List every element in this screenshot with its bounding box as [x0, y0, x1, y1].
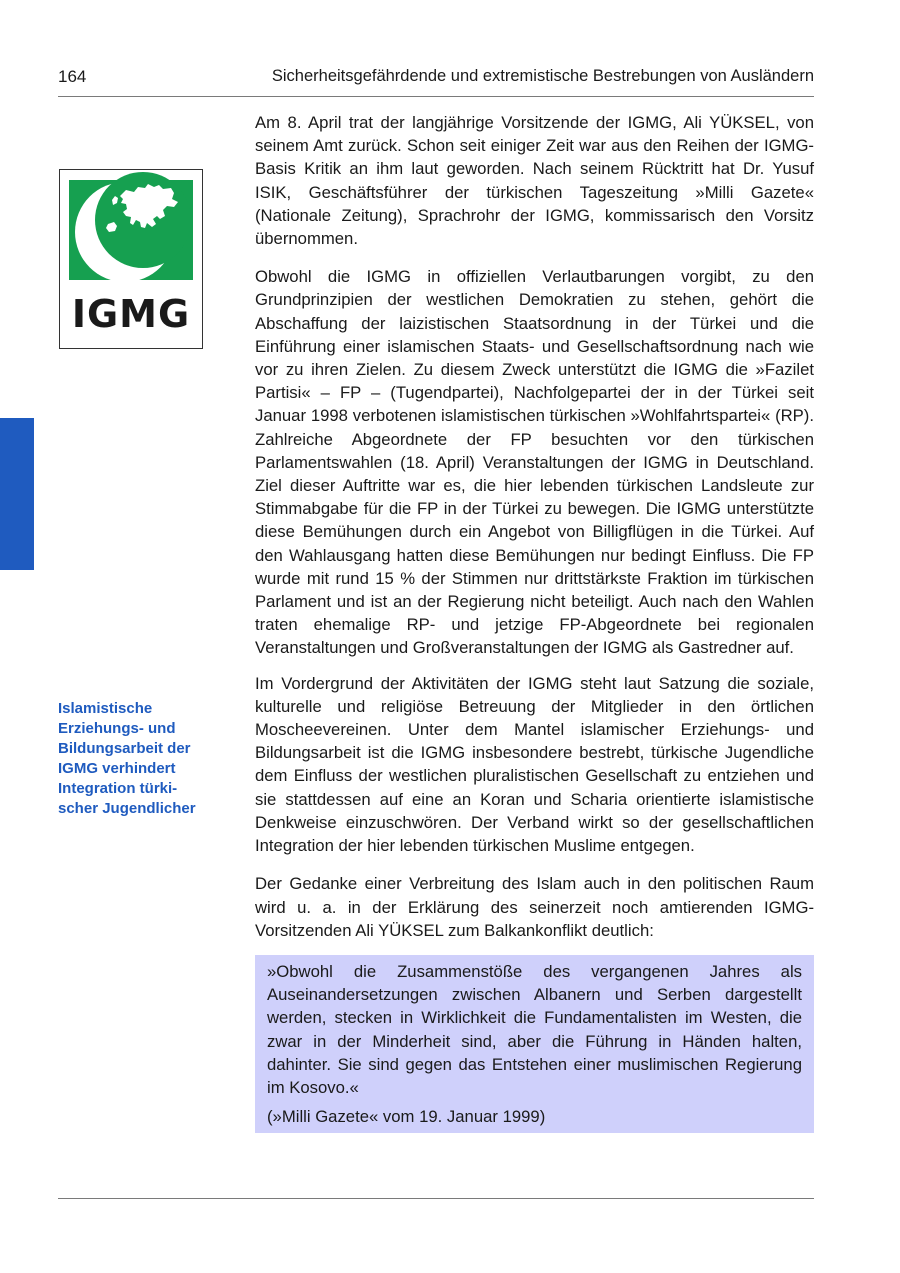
margin-note-line: IGMG verhindert	[58, 760, 176, 777]
margin-note-line: Islamistische	[58, 700, 153, 717]
main-text-column	[255, 111, 814, 1133]
chapter-side-tab	[0, 418, 34, 570]
header-rule	[58, 96, 814, 97]
igmg-logo-graphic	[60, 170, 202, 348]
margin-note-line: scher Jugendlicher	[58, 800, 196, 817]
footer-rule	[58, 1198, 814, 1199]
logo-wordmark: IGMG	[71, 292, 191, 336]
paragraph-balkan-intro: Der Gedanke einer Verbreitung des Islam auch in den politischen Raum wird u. a. in der Erklärung des seinerzeit noch amtierenden IGMG-Vorsitzenden Ali YÜKSEL zum Balkankonflikt deutlich:	[255, 874, 814, 940]
paragraph-education: Im Vordergrund der Aktivitäten der IGMG steht laut Satzung die soziale, kulturelle und religiöse Betreuung der Mitglieder in den örtlichen Moscheevereinen. Unter dem Mantel islamischer Erziehungs- und Bildungsarbeit ist die IGMG insbesondere bestrebt, türkische Jugendliche dem Einfluss der westlichen pluralistischen Gesellschaft zu entziehen und sie stattdessen auf eine an Koran und Scharia orientierte islamistische Denkweise einzuschwören. Der Verband wirkt so der gesellschaftlichen Integration der hier lebenden türkischen Muslime entgegen.	[255, 673, 814, 856]
margin-note	[58, 699, 238, 819]
quote-text: »Obwohl die Zusammenstöße des vergangenen Jahres als Auseinandersetzungen zwischen Albanern und Serben dargestellt werden, stecken in Wirklichkeit die Fundamentalisten im Westen, die zwar in der Minderheit sind, aber die Führung in Händen halten, dahinter. Sie sind gegen das Entstehen einer muslimischen Regierung im Kosovo.«	[267, 961, 802, 1097]
paragraph-political-goals: Obwohl die IGMG in offiziellen Verlautbarungen vorgibt, zu den Grundprinzipien der westlichen Demokratien zu stehen, gehört die Abschaffung der laizistischen Staatsordnung in der Türkei und die Einführung einer islamischen Staats- und Gesellschaftsordnung nach wie vor zu ihren Zielen. Zu diesem Zweck unterstützt die IGMG die »Fazilet Partisi« – FP – (Tugendpartei), Nachfolgepartei der in der Türkei seit Januar 1998 verbotenen islamistischen türkischen »Wohlfahrtspartei« (RP). Zahlreiche Abgeordnete der FP besuchten vor den türkischen Parlamentswahlen (18. April) Veranstaltungen der IGMG in Deutschland. Ziel dieser Auftritte war es, die hier lebenden türkischen Landsleute zur Stimmabgabe für die FP in der Türkei zu bewegen. Die IGMG unterstützte diese Bemühungen durch ein Angebot von Billigflügen in die Türkei. Auf den Wahlausgang hatten diese Bemühungen nur bedingt Einfluss. Die FP wurde mit rund 15 % der Stimmen nur drittstärkste Fraktion im türkischen Parlament und ist an der Regierung nicht beteiligt. Auch nach den Wahlen traten ehemalige RP- und jetzige FP-Abgeordnete bei regionalen Veranstaltungen und Großveranstaltungen der IGMG als Gastredner auf.	[255, 267, 814, 658]
igmg-logo	[59, 169, 203, 349]
running-header: Sicherheitsgefährdende und extremistische Bestrebungen von Ausländern	[271, 67, 814, 85]
page-number: 164	[58, 67, 87, 86]
paragraph-resignation: Am 8. April trat der langjährige Vorsitzende der IGMG, Ali YÜKSEL, von seinem Amt zurück. Schon seit einiger Zeit war aus den Reihen der IGMG-Basis Kritik an ihm laut geworden. Nach seinem Rücktritt hat Dr. Yusuf ISIK, Geschäftsführer der türkischen Tageszeitung »Milli Gazete« (Nationale Zeitung), Sprachrohr der IGMG, kommissarisch den Vorsitz übernommen.	[255, 113, 814, 249]
margin-note-line: Bildungsarbeit der	[58, 740, 191, 757]
quote-box	[255, 955, 814, 1133]
margin-note-line: Erziehungs- und	[58, 720, 176, 737]
margin-note-line: Integration türki-	[58, 780, 178, 797]
quote-source: (»Milli Gazete« vom 19. Januar 1999)	[267, 1107, 546, 1127]
